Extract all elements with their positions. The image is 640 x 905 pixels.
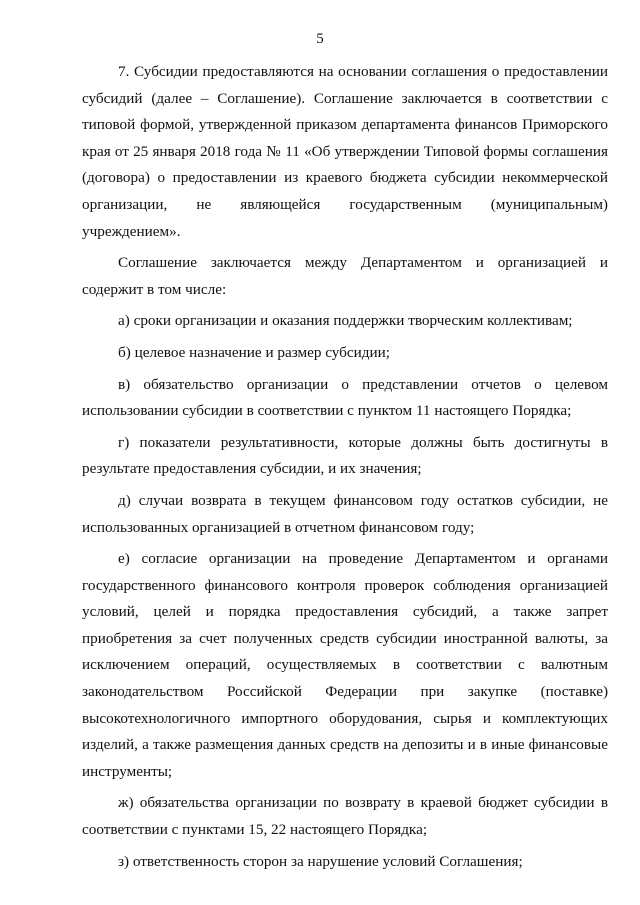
paragraph-item-7-subsidies-agreement: 7. Субсидии предоставляются на основании соглашения о предоставлении субсидий (далее – Соглашение). Соглашение заключается в соответствии с типовой формой, утвержденной приказом департамента финансов Приморского края от 25 января 2018 года № 11 «Об утверждении Типовой формы соглашения (договора) о предоставлении из краевого бюджета субсидии некоммерческой организации, не являющейся государственным (муниципальным) учреждением». xyxy=(82,63,608,240)
list-item-d: д) случаи возврата в текущем финансовом году остатков субсидии, не использованных организацией в отчетном финансовом году; xyxy=(82,491,608,536)
list-item-a: а) сроки организации и оказания поддержки творческим коллективам; xyxy=(118,312,573,330)
list-item-zh: ж) обязательства организации по возврату в краевой бюджет субсидии в соответствии с пунктами 15, 22 настоящего Порядка; xyxy=(82,794,608,839)
document-body xyxy=(82,59,608,875)
page-number: 5 xyxy=(316,31,324,47)
list-item-z: з) ответственность сторон за нарушение условий Соглашения; xyxy=(118,852,523,870)
list-item-e: е) согласие организации на проведение Департаментом и органами государственного финансового контроля проверок соблюдения организацией условий, целей и порядка предоставления субсидий, а также запрет приобретения за счет полученных средств субсидии иностранной валюты, за исключением операций, осуществляемых в соответствии с валютным законодательством Российской Федерации при закупке (поставке) высокотехнологичного импортного оборудования, сырья и комплектующих изделий, а также размещения данных средств на депозиты и в иные финансовые инструменты; xyxy=(82,550,608,780)
paragraph-agreement-contents-intro: Соглашение заключается между Департаментом и организацией и содержит в том числе: xyxy=(82,254,608,298)
list-item-v: в) обязательство организации о представлении отчетов о целевом использовании субсидии в соответствии с пунктом 11 настоящего Порядка; xyxy=(82,375,608,420)
list-item-b: б) целевое назначение и размер субсидии; xyxy=(118,343,390,361)
list-item-g: г) показатели результативности, которые должны быть достигнуты в результате предоставления субсидии, и их значения; xyxy=(82,433,608,478)
